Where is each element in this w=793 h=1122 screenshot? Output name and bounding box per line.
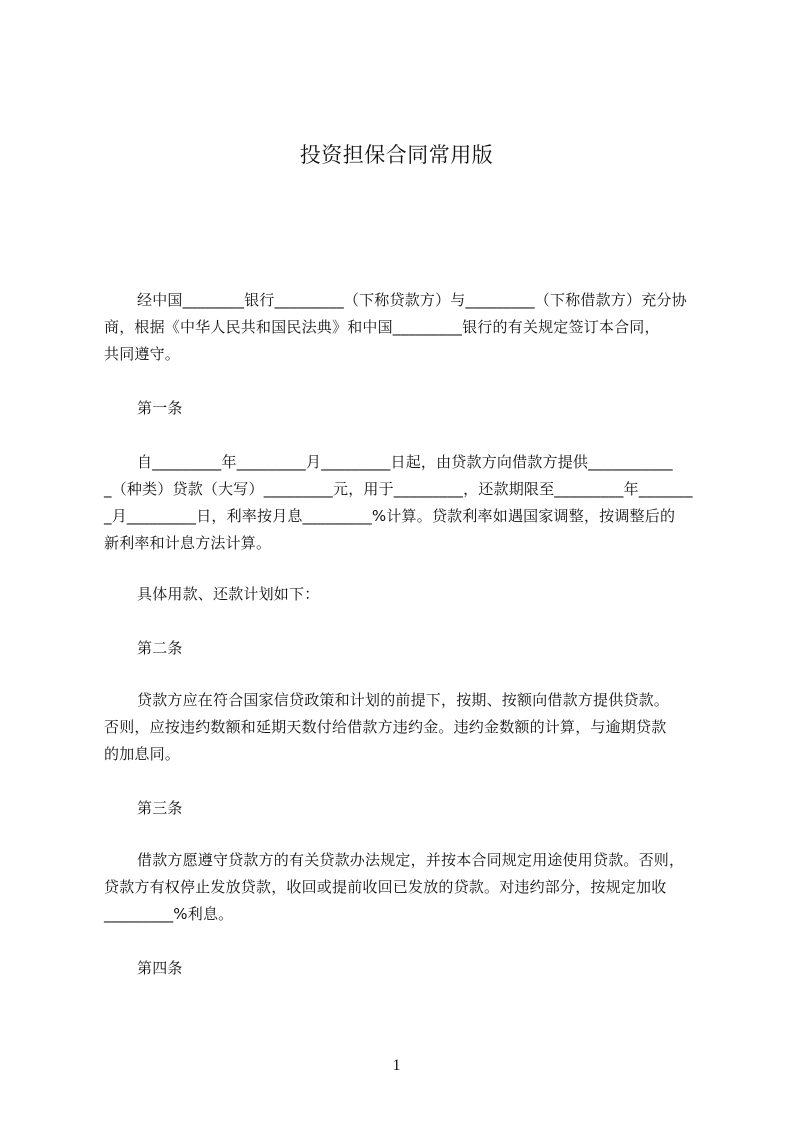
article-3-heading: 第三条 bbox=[137, 799, 183, 817]
article-1-plan-line: 具体用款、还款计划如下： bbox=[137, 585, 320, 603]
article-1-line-3: _月_________日，利率按月息_________%计算。贷款利率如遇国家调整，按调整后的 bbox=[104, 507, 676, 525]
page-number: 1 bbox=[392, 1057, 401, 1074]
document-title: 投资担保合同常用版 bbox=[299, 143, 494, 167]
article-2-line-2: 否则，应按违约数额和延期天数付给借款方违约金。违约金数额的计算，与逾期贷款 bbox=[104, 718, 667, 736]
article-1-line-2: _（种类）贷款（大写）_________元，用于_________，还款期限至_________年_______ bbox=[104, 480, 693, 498]
article-2-line-3: 的加息同。 bbox=[104, 745, 181, 763]
article-3-line-3: _________%利息。 bbox=[104, 905, 234, 923]
article-3-line-2: 贷款方有权停止发放贷款，收回或提前收回已发放的贷款。对违约部分，按规定加收 bbox=[104, 878, 667, 896]
preamble-line-2: 商，根据《中华人民共和国民法典》和中国_________银行的有关规定签订本合同， bbox=[104, 318, 660, 336]
article-3-line-1: 借款方愿遵守贷款方的有关贷款办法规定，并按本合同规定用途使用贷款。否则， bbox=[137, 851, 685, 869]
preamble-line-3: 共同遵守。 bbox=[104, 345, 181, 363]
article-4-heading: 第四条 bbox=[137, 959, 183, 977]
article-1-heading: 第一条 bbox=[137, 399, 183, 417]
article-1-line-1: 自_________年_________月_________日起，由贷款方向借款方提供___________ bbox=[137, 453, 673, 471]
article-1-line-4: 新利率和计息方法计算。 bbox=[104, 534, 272, 552]
article-2-heading: 第二条 bbox=[137, 639, 183, 657]
preamble-line-1: 经中国________银行_________（下称贷款方）与_________（下称借款方）充分协 bbox=[137, 291, 687, 309]
article-2-line-1: 贷款方应在符合国家信贷政策和计划的前提下，按期、按额向借款方提供贷款。 bbox=[137, 691, 670, 709]
